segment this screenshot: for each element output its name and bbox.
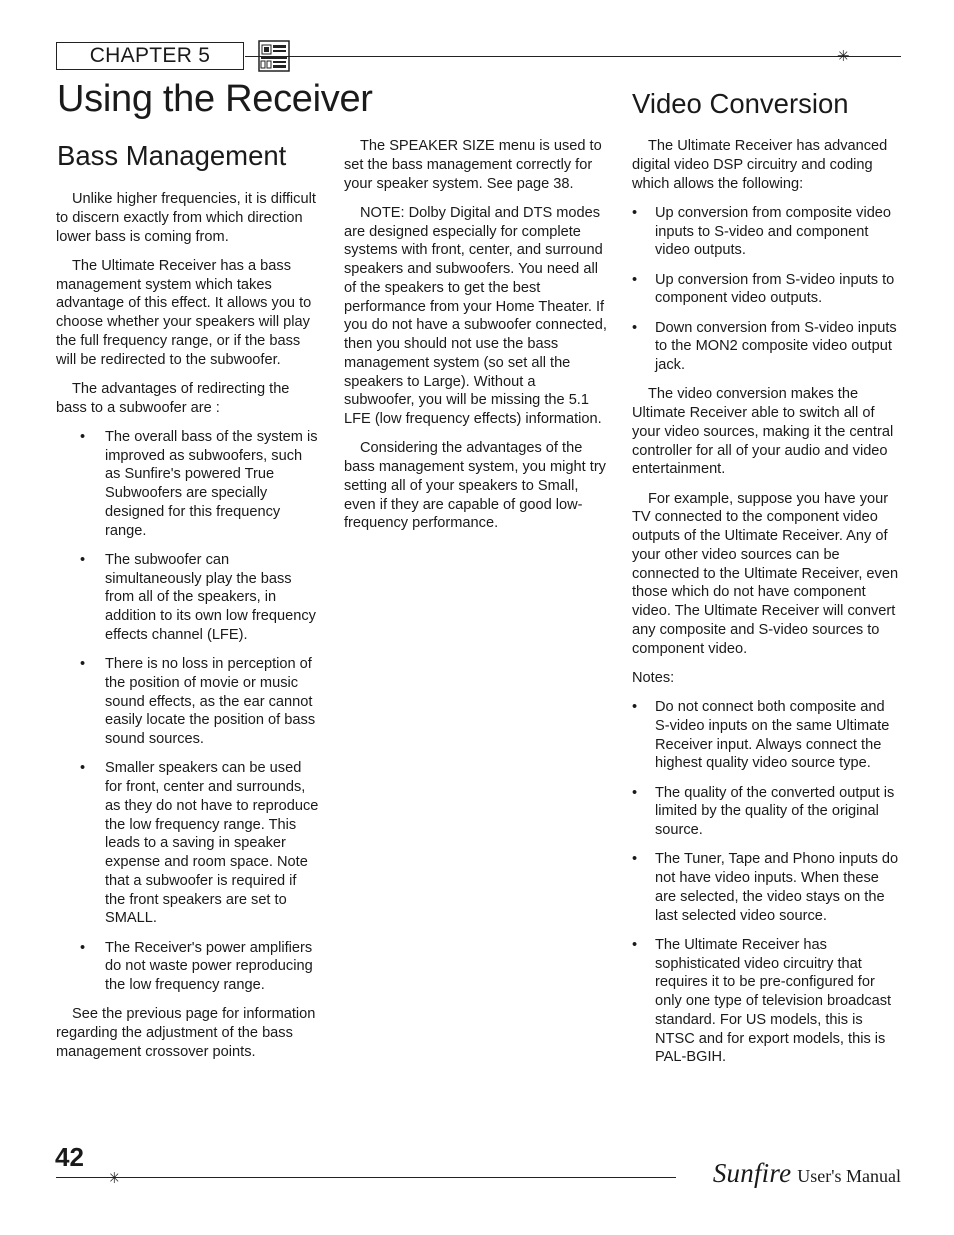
- brand-logo: Sunfire: [712, 1158, 792, 1188]
- paragraph: The advantages of redirecting the bass to a subwoofer are :: [56, 380, 290, 416]
- footer-brand: [713, 1158, 901, 1189]
- star-ornament-icon: ✳: [108, 1170, 121, 1187]
- list-item: • Do not connect both composite and S-video inputs on the same Ultimate Receiver input. Always connect the highest quality video source type.: [655, 698, 900, 773]
- notes-label: Notes:: [632, 669, 675, 686]
- paragraph: NOTE: Dolby Digital and DTS modes are designed especially for complete systems with front, center, and surround speakers and subwoofers. You need all of the speakers to get the best performance from your Home Theater. If you do not have a subwoofer connected, then you should not use the bass management system (so set all the speakers to Large). Without a subwoofer, you will be missing the 5.1 LFE (low frequency effects) information.: [344, 204, 607, 427]
- paragraph: Unlike higher frequencies, it is difficult to discern exactly from which direction lower bass is coming from.: [56, 191, 316, 245]
- list-item: • The subwoofer can simultaneously play the bass from all of the speakers, in addition to its own low frequency effects channel (LFE).: [105, 551, 320, 645]
- video-conversion-heading: Video Conversion: [632, 88, 849, 119]
- bass-management-heading: Bass Management: [57, 140, 287, 171]
- page-number: 42: [55, 1142, 84, 1172]
- paragraph: The SPEAKER SIZE menu is used to set the bass management correctly for your speaker system. See page 38.: [344, 138, 602, 192]
- list-item: • Up conversion from S-video inputs to component video outputs.: [655, 271, 900, 309]
- page-title: Using the Receiver: [57, 78, 373, 120]
- notes-list: [632, 698, 900, 1067]
- list-item: • The Receiver's power amplifiers do not waste power reproducing the low frequency range.: [105, 939, 320, 995]
- paragraph: The video conversion makes the Ultimate Receiver able to switch all of your video sources, making it the central controller for all of your audio and video entertainment.: [632, 386, 894, 478]
- bass-management-column: [56, 190, 320, 1072]
- list-item: • The overall bass of the system is improved as subwoofers, such as Sunfire's powered True Subwoofers are specially designed for this frequency range.: [105, 428, 320, 541]
- paragraph: See the previous page for information regarding the adjustment of the bass management crossover points.: [56, 1006, 316, 1060]
- bass-management-continued-column: [344, 137, 609, 544]
- paragraph: Considering the advantages of the bass management system, you might try setting all of your speakers to Small, even if they are capable of good low-frequency performance.: [344, 440, 606, 532]
- list-item: • Up conversion from composite video inputs to S-video and component video outputs.: [655, 204, 900, 260]
- manual-label: User's Manual: [797, 1166, 901, 1186]
- paragraph: The Ultimate Receiver has advanced digital video DSP circuitry and coding which allows the following:: [632, 138, 888, 192]
- star-ornament-icon: ✳: [837, 48, 850, 65]
- chapter-label: CHAPTER 5: [56, 42, 244, 70]
- paragraph: For example, suppose you have your TV connected to the component video outputs of the Ultimate Receiver. Any of your other video sources can be connected to the Ultimate Receiver, even those which do not have component video. The Ultimate Receiver will convert any composite and S-video sources to component video.: [632, 490, 899, 657]
- advantages-list: [56, 428, 320, 995]
- footer-rule: [56, 1177, 676, 1178]
- list-item: • The quality of the converted output is limited by the quality of the original source.: [655, 784, 900, 840]
- list-item: • Down conversion from S-video inputs to the MON2 composite video output jack.: [655, 319, 900, 375]
- paragraph: The Ultimate Receiver has a bass management system which takes advantage of this effect. It allows you to choose whether your speakers will play the full frequency range, or if the bass will be redirected to the subwoofer.: [56, 257, 312, 368]
- video-conversion-column: [632, 137, 900, 1078]
- capabilities-list: [632, 204, 900, 375]
- list-item: • The Ultimate Receiver has sophisticated video circuitry that requires it to be pre-configured for only one type of television broadcast standard. For US models, this is NTSC and for export models, this is PAL-BGIH.: [655, 936, 900, 1067]
- list-item: • Smaller speakers can be used for front, center and surrounds, as they do not have to reproduce the low frequency range. This leads to a saving in speaker expense and room space. Note that a subwoofer is required if the front speakers are set to SMALL.: [105, 759, 320, 928]
- list-item: • The Tuner, Tape and Phono inputs do not have video inputs. When these are selected, the video stays on the last selected video source.: [655, 850, 900, 925]
- header-rule: [245, 56, 901, 57]
- list-item: • There is no loss in perception of the position of movie or music sound effects, as the ear cannot easily locate the position of bass sound sources.: [105, 655, 320, 749]
